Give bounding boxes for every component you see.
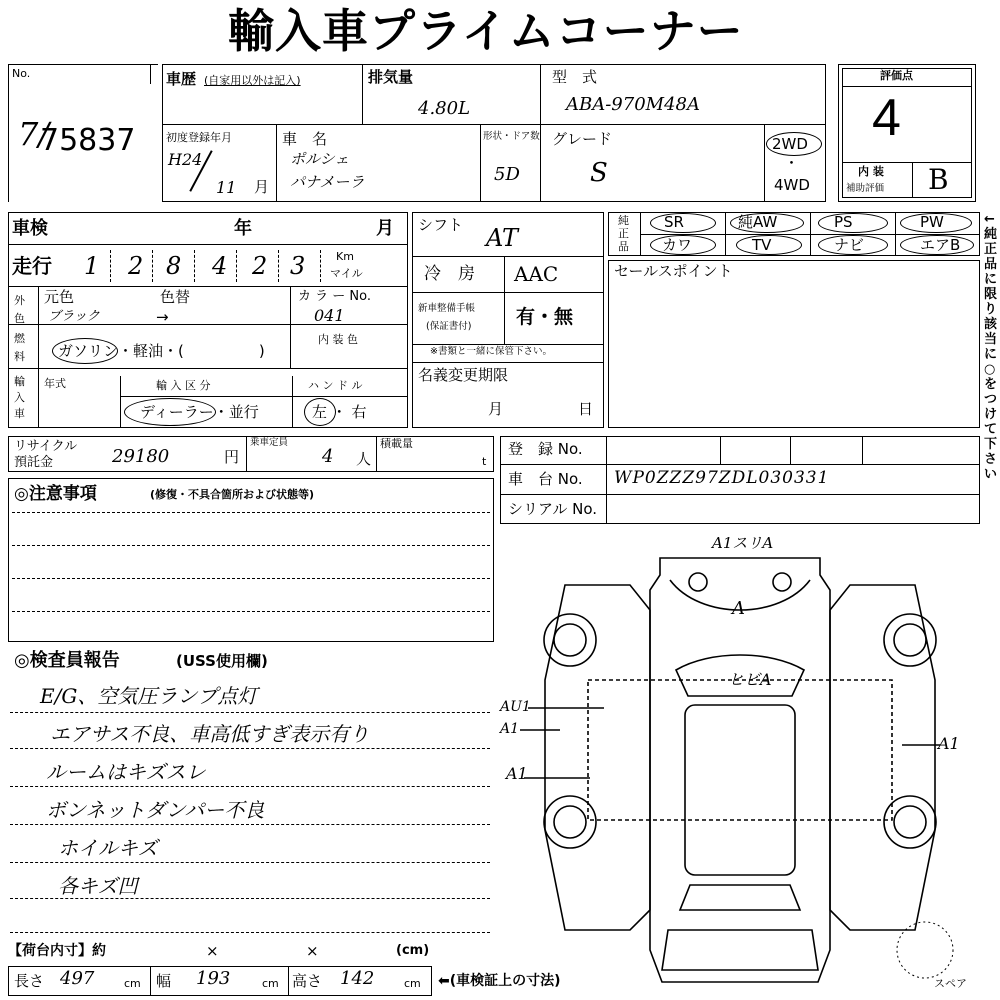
car-name-line2: パナメーラ	[290, 173, 365, 191]
ac-label: 冷 房	[424, 264, 475, 284]
import-label: 輸入車	[14, 375, 25, 420]
drive-4wd[interactable]: 4WD	[774, 176, 810, 194]
stock-number: 75837	[40, 123, 136, 158]
height-label: 高さ	[292, 972, 323, 990]
width-unit: cm	[262, 977, 279, 990]
sales-point-box	[608, 260, 980, 428]
mileage-label: 走行	[12, 254, 52, 278]
car-right-side	[830, 585, 935, 930]
wheel-front-right	[884, 614, 936, 666]
car-frame-dashed	[588, 680, 892, 820]
recycle-label2: 預託金	[14, 455, 54, 470]
interior-eval-value: B	[928, 163, 949, 196]
maintenance-label2: (保証書付)	[426, 321, 472, 332]
genuine-circle	[900, 235, 974, 255]
color-original-value: ブラック	[48, 309, 100, 324]
model-value: ABA-970M48A	[566, 94, 700, 115]
inspector-title: ◎検査員報告	[14, 650, 120, 671]
cargo-x1: ×	[206, 942, 219, 960]
interior-color-label: 内 装 色	[318, 333, 358, 346]
handle-circle	[304, 398, 336, 426]
doors-label: 形状・ドア数	[483, 131, 540, 142]
handle-value[interactable]: 左 ・ 右	[312, 403, 367, 421]
side-note: ←純正品に限り該当に○をつけて下さい	[984, 212, 998, 482]
import-year-label: 年式	[44, 377, 66, 390]
score-label: 評価点	[880, 69, 913, 82]
inspection-label: 車検	[12, 218, 48, 239]
car-roof	[685, 705, 795, 875]
no-label: No.	[12, 67, 31, 80]
color-code-value: 041	[314, 306, 345, 325]
color-outer-label: 外色	[14, 294, 25, 325]
dims-note: ⬅(車検証上の寸法)	[438, 973, 561, 989]
displacement-label: 排気量	[368, 68, 414, 86]
genuine-circle	[650, 235, 716, 255]
mileage-digit: 2	[252, 252, 268, 280]
interior-eval-label2: 補助評価	[846, 183, 885, 194]
mark-left1: AU1	[500, 699, 531, 715]
recycle-value: 29180	[112, 446, 170, 467]
mileage-digit: 8	[166, 252, 182, 280]
car-body-outline	[650, 558, 830, 982]
cargo-label: 【荷台内寸】約	[8, 943, 106, 959]
grade-label: グレード	[552, 130, 613, 148]
color-changed-value: →	[156, 308, 169, 326]
mark-hood: A	[732, 598, 745, 619]
import-class-label: 輸 入 区 分	[156, 379, 211, 392]
genuine-item-tv[interactable]: TV	[752, 236, 772, 254]
maintenance-note: ※書類と一緒に保管下さい。	[430, 346, 552, 357]
mark-roof: ヒビA	[728, 670, 772, 689]
score-value: 4	[872, 89, 901, 147]
car-name-line1: ポルシェ	[290, 150, 350, 168]
rename-day-unit: 日	[578, 400, 594, 418]
maintenance-value[interactable]: 有・無	[516, 306, 574, 328]
drive-sep: ・	[784, 154, 800, 172]
genuine-circle	[818, 213, 888, 233]
color-code-label: カ ラ ー No.	[298, 289, 371, 304]
mileage-digit: 4	[212, 252, 228, 280]
sales-point-label: セールスポイント	[614, 262, 733, 280]
inspector-line: ルームはキズスレ	[46, 760, 206, 784]
capacity-unit: 人	[356, 450, 372, 468]
ac-value: AAC	[514, 262, 559, 286]
displacement-value: 4.80L	[418, 98, 471, 119]
mark-left3: A1	[506, 764, 528, 783]
rename-month-unit: 月	[488, 400, 504, 418]
genuine-circle	[736, 235, 802, 255]
genuine-circle	[818, 235, 888, 255]
genuine-item-pw[interactable]: PW	[920, 213, 944, 231]
color-changed-label: 色替	[160, 288, 191, 306]
inspection-month-unit: 月	[376, 218, 394, 239]
import-class-circle	[124, 398, 216, 426]
inspector-line: 各キズ凹	[58, 874, 138, 898]
mark-left2: A1	[500, 721, 520, 737]
genuine-item-navi[interactable]: ナビ	[834, 236, 865, 254]
inspection-year-unit: 年	[234, 218, 252, 239]
recycle-unit: 円	[224, 448, 240, 466]
length-label: 長さ	[14, 972, 45, 990]
drive-2wd[interactable]: 2WD	[772, 135, 808, 153]
mileage-unit-mile: マイル	[330, 267, 363, 280]
first-reg-month-unit: 月	[254, 178, 270, 196]
genuine-item-sr[interactable]: SR	[664, 213, 684, 231]
rename-label: 名義変更期限	[418, 366, 509, 384]
fuel-value[interactable]: ガソリン・軽油・( )	[58, 342, 265, 360]
shift-label: シフト	[418, 216, 464, 234]
cargo-unit: (cm)	[396, 943, 430, 958]
mileage-digit: 1	[84, 252, 100, 280]
height-unit: cm	[404, 977, 421, 990]
genuine-circle	[900, 213, 972, 233]
fuel-label: 燃料	[14, 332, 25, 363]
serial-label: シリアル No.	[508, 500, 598, 518]
width-label: 幅	[156, 972, 172, 990]
headlight-left	[689, 573, 707, 591]
car-rear-window	[680, 885, 800, 910]
mark-right1: A1	[938, 734, 960, 753]
capacity-label: 乗車定員	[250, 437, 289, 448]
car-rear-bumper	[662, 930, 818, 970]
mark-top: A1スリA	[712, 534, 774, 552]
history-note: (自家用以外は記入)	[204, 74, 301, 87]
genuine-item-ps[interactable]: PS	[834, 213, 853, 231]
chassis-value: WP0ZZZ97ZDL030331	[614, 468, 830, 488]
maintenance-label1: 新車整備手帳	[418, 303, 476, 314]
genuine-item-kawa[interactable]: カワ	[662, 236, 693, 254]
first-reg-month: 11	[216, 178, 237, 197]
genuine-label: 純正品	[618, 214, 629, 253]
mileage-unit-km: Km	[336, 250, 354, 263]
history-label: 車歴	[166, 70, 197, 88]
load-label: 積載量	[380, 437, 413, 450]
spare-label: スペア	[934, 977, 967, 990]
interior-eval-label1: 内 装	[858, 165, 884, 178]
model-label: 型 式	[552, 68, 598, 86]
caution-note: (修復・不具合箇所および状態等)	[150, 488, 315, 501]
inspector-line: ホイルキズ	[58, 836, 158, 860]
cargo-x2: ×	[306, 942, 319, 960]
mileage-digit: 2	[128, 252, 144, 280]
capacity-value: 4	[322, 446, 334, 467]
mileage-digit: 3	[290, 252, 306, 280]
load-unit: t	[482, 455, 487, 468]
recycle-label1: リサイクル	[14, 439, 78, 454]
caution-title: ◎注意事項	[14, 484, 97, 504]
grade-value: S	[590, 158, 608, 188]
inspector-note: (USS使用欄)	[176, 652, 268, 670]
genuine-circle	[650, 213, 716, 233]
width-value: 193	[196, 968, 231, 989]
headlight-right	[773, 573, 791, 591]
first-reg-year: H24	[168, 150, 203, 169]
genuine-item-airbag[interactable]: エアB	[920, 236, 961, 254]
length-unit: cm	[124, 977, 141, 990]
first-reg-label: 初度登録年月	[166, 131, 232, 144]
genuine-item-aw[interactable]: 純AW	[738, 213, 778, 231]
color-original-label: 元色	[44, 288, 75, 306]
no-prefix-mark: 7/	[18, 115, 50, 153]
page-title: 輸入車プライムコーナー	[228, 4, 744, 58]
handle-label: ハ ン ド ル	[308, 379, 363, 392]
import-class-value[interactable]: ディーラー・並行	[140, 403, 259, 421]
genuine-circle	[730, 213, 804, 233]
height-value: 142	[340, 968, 375, 989]
car-name-label: 車 名	[282, 130, 328, 148]
car-left-side	[545, 585, 650, 930]
registration-label: 登 録 No.	[508, 440, 583, 458]
inspector-line: エアサス不良、車高低すぎ表示有り	[50, 722, 370, 746]
wheel-front-left	[544, 614, 596, 666]
length-value: 497	[60, 968, 95, 989]
doors-value: 5D	[494, 164, 520, 185]
chassis-label: 車 台 No.	[508, 470, 583, 488]
inspector-line: E/G、空気圧ランプ点灯	[40, 684, 258, 708]
shift-value: AT	[486, 224, 519, 252]
inspector-line: ボンネットダンパー不良	[46, 798, 265, 822]
